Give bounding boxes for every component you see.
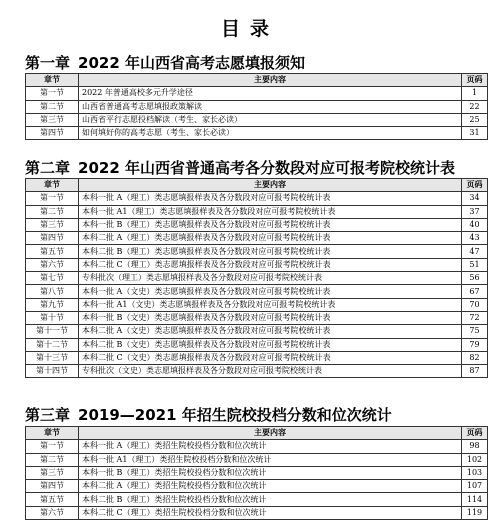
table-row: [26, 365, 488, 378]
page-cell: 37: [462, 205, 488, 218]
content-cell: 本科二批 A（理工）类招生院校投档分数和位次统计: [79, 480, 462, 493]
page-cell: 98: [462, 440, 488, 453]
toc-table: [25, 178, 488, 378]
section-cell: 第三节: [26, 466, 79, 479]
content-cell: 如何填好你的高考志愿（考生、家长必读）: [79, 127, 462, 140]
chapter-number: 第一章: [25, 54, 71, 72]
content-cell: 山西省普通高考志愿填报政策解读: [79, 100, 462, 113]
content-cell: 2022 年普通高校多元升学途径: [79, 87, 462, 100]
section-cell: 第四节: [26, 127, 79, 140]
table-row: [26, 232, 488, 245]
table-header-row: [26, 427, 488, 440]
toc-table: [25, 426, 488, 520]
table-row: [26, 192, 488, 205]
section-cell: 第一节: [26, 87, 79, 100]
section-cell: 第二节: [26, 205, 79, 218]
table-row: [26, 218, 488, 231]
header-section: 章节: [26, 179, 79, 192]
section-cell: 第八节: [26, 285, 79, 298]
header-content: 主要内容: [79, 427, 462, 440]
table-row: [26, 245, 488, 258]
table-row: [26, 205, 488, 218]
document-title: 目录: [220, 18, 279, 40]
chapter-number: 第二章: [25, 159, 71, 177]
content-cell: 本科一批 B（理工）类招生院校投档分数和位次统计: [79, 466, 462, 479]
content-cell: 本科二批 C（理工）类招生院校投档分数和位次统计: [79, 506, 462, 519]
table-header-row: [26, 74, 488, 87]
section-cell: 第七节: [26, 272, 79, 285]
chapter-heading: [25, 404, 392, 425]
section-cell: 第三节: [26, 113, 79, 126]
section-cell: 第二节: [26, 453, 79, 466]
page-cell: 107: [462, 480, 488, 493]
page-cell: 47: [462, 245, 488, 258]
page-cell: 79: [462, 338, 488, 351]
section-cell: 第五节: [26, 245, 79, 258]
content-cell: 专科批次（文史）类志愿填报样表及各分数段对应可报考院校统计表: [79, 365, 462, 378]
content-cell: 本科一批 A（文史）类志愿填报样表及各分数段对应可报考院校统计表: [79, 285, 462, 298]
table-row: [26, 87, 488, 100]
page-cell: 25: [462, 113, 488, 126]
toc-table: [25, 73, 488, 140]
content-cell: 本科二批 C（理工）类志愿填报样表及各分数段对应可报考院校统计表: [79, 258, 462, 271]
content-cell: 本科二批 A（文史）类志愿填报样表及各分数段对应可报考院校统计表: [79, 325, 462, 338]
page-cell: 67: [462, 285, 488, 298]
section-cell: 第一节: [26, 192, 79, 205]
header-page: 页码: [462, 74, 488, 87]
table-row: [26, 113, 488, 126]
page-cell: 87: [462, 365, 488, 378]
page-cell: 114: [462, 493, 488, 506]
table-row: [26, 506, 488, 519]
section-cell: 第六节: [26, 506, 79, 519]
content-cell: 山西省平行志愿投档解读（考生、家长必读）: [79, 113, 462, 126]
header-content: 主要内容: [79, 74, 462, 87]
chapter-heading: [25, 52, 305, 73]
chapter-heading: [25, 157, 455, 178]
section-cell: 第四节: [26, 480, 79, 493]
section-cell: 第十二节: [26, 338, 79, 351]
header-section: 章节: [26, 74, 79, 87]
page-cell: 102: [462, 453, 488, 466]
section-cell: 第十三节: [26, 351, 79, 364]
section-cell: 第五节: [26, 493, 79, 506]
content-cell: 本科二批 C（文史）类志愿填报样表及各分数段对应可报考院校统计表: [79, 351, 462, 364]
page-cell: 1: [462, 87, 488, 100]
table-row: [26, 298, 488, 311]
table-header-row: [26, 179, 488, 192]
table-row: [26, 100, 488, 113]
table-row: [26, 351, 488, 364]
chapter-title: 2022 年山西省普通高考各分数段对应可报考院校统计表: [78, 159, 455, 177]
table-row: [26, 325, 488, 338]
table-row: [26, 440, 488, 453]
section-cell: 第一节: [26, 440, 79, 453]
table-row: [26, 311, 488, 324]
page-cell: 119: [462, 506, 488, 519]
section-cell: 第九节: [26, 298, 79, 311]
header-page: 页码: [462, 179, 488, 192]
table-row: [26, 480, 488, 493]
page-cell: 103: [462, 466, 488, 479]
header-content: 主要内容: [79, 179, 462, 192]
table-row: [26, 338, 488, 351]
page-cell: 82: [462, 351, 488, 364]
content-cell: 本科二批 B（理工）类招生院校投档分数和位次统计: [79, 493, 462, 506]
content-cell: 本科一批 A1（理工）类招生院校投档分数和位次统计: [79, 453, 462, 466]
table-row: [26, 258, 488, 271]
section-cell: 第四节: [26, 232, 79, 245]
page-cell: 22: [462, 100, 488, 113]
page-cell: 56: [462, 272, 488, 285]
content-cell: 本科二批 A（理工）类志愿填报样表及各分数段对应可报考院校统计表: [79, 232, 462, 245]
chapter-number: 第三章: [25, 406, 71, 424]
section-cell: 第三节: [26, 218, 79, 231]
content-cell: 本科一批 A1（理工）类志愿填报样表及各分数段对应可报考院校统计表: [79, 205, 462, 218]
content-cell: 本科一批 A（理工）类志愿填报样表及各分数段对应可报考院校统计表: [79, 192, 462, 205]
section-cell: 第十一节: [26, 325, 79, 338]
section-cell: 第十节: [26, 311, 79, 324]
table-row: [26, 272, 488, 285]
table-row: [26, 453, 488, 466]
page-cell: 43: [462, 232, 488, 245]
table-row: [26, 466, 488, 479]
page-cell: 75: [462, 325, 488, 338]
content-cell: 本科一批 B（理工）类志愿填报样表及各分数段对应可报考院校统计表: [79, 218, 462, 231]
content-cell: 本科一批 A（理工）类招生院校投档分数和位次统计: [79, 440, 462, 453]
content-cell: 本科一批 A1（文史）类志愿填报样表及各分数段对应可报考院校统计表: [79, 298, 462, 311]
chapter-title: 2022 年山西省高考志愿填报须知: [78, 54, 305, 72]
page-cell: 34: [462, 192, 488, 205]
table-row: [26, 127, 488, 140]
table-row: [26, 493, 488, 506]
chapter-title: 2019—2021 年招生院校投档分数和位次统计: [78, 406, 392, 424]
page-cell: 51: [462, 258, 488, 271]
page-cell: 40: [462, 218, 488, 231]
page-cell: 72: [462, 311, 488, 324]
content-cell: 本科二批 B（文史）类志愿填报样表及各分数段对应可报考院校统计表: [79, 338, 462, 351]
section-cell: 第十四节: [26, 365, 79, 378]
page-cell: 70: [462, 298, 488, 311]
header-section: 章节: [26, 427, 79, 440]
page-cell: 31: [462, 127, 488, 140]
content-cell: 专科批次（理工）类志愿填报样表及各分数段对应可报考院校统计表: [79, 272, 462, 285]
content-cell: 本科一批 B（文史）类志愿填报样表及各分数段对应可报考院校统计表: [79, 311, 462, 324]
content-cell: 本科二批 B（理工）类志愿填报样表及各分数段对应可报考院校统计表: [79, 245, 462, 258]
section-cell: 第六节: [26, 258, 79, 271]
table-row: [26, 285, 488, 298]
header-page: 页码: [462, 427, 488, 440]
section-cell: 第二节: [26, 100, 79, 113]
